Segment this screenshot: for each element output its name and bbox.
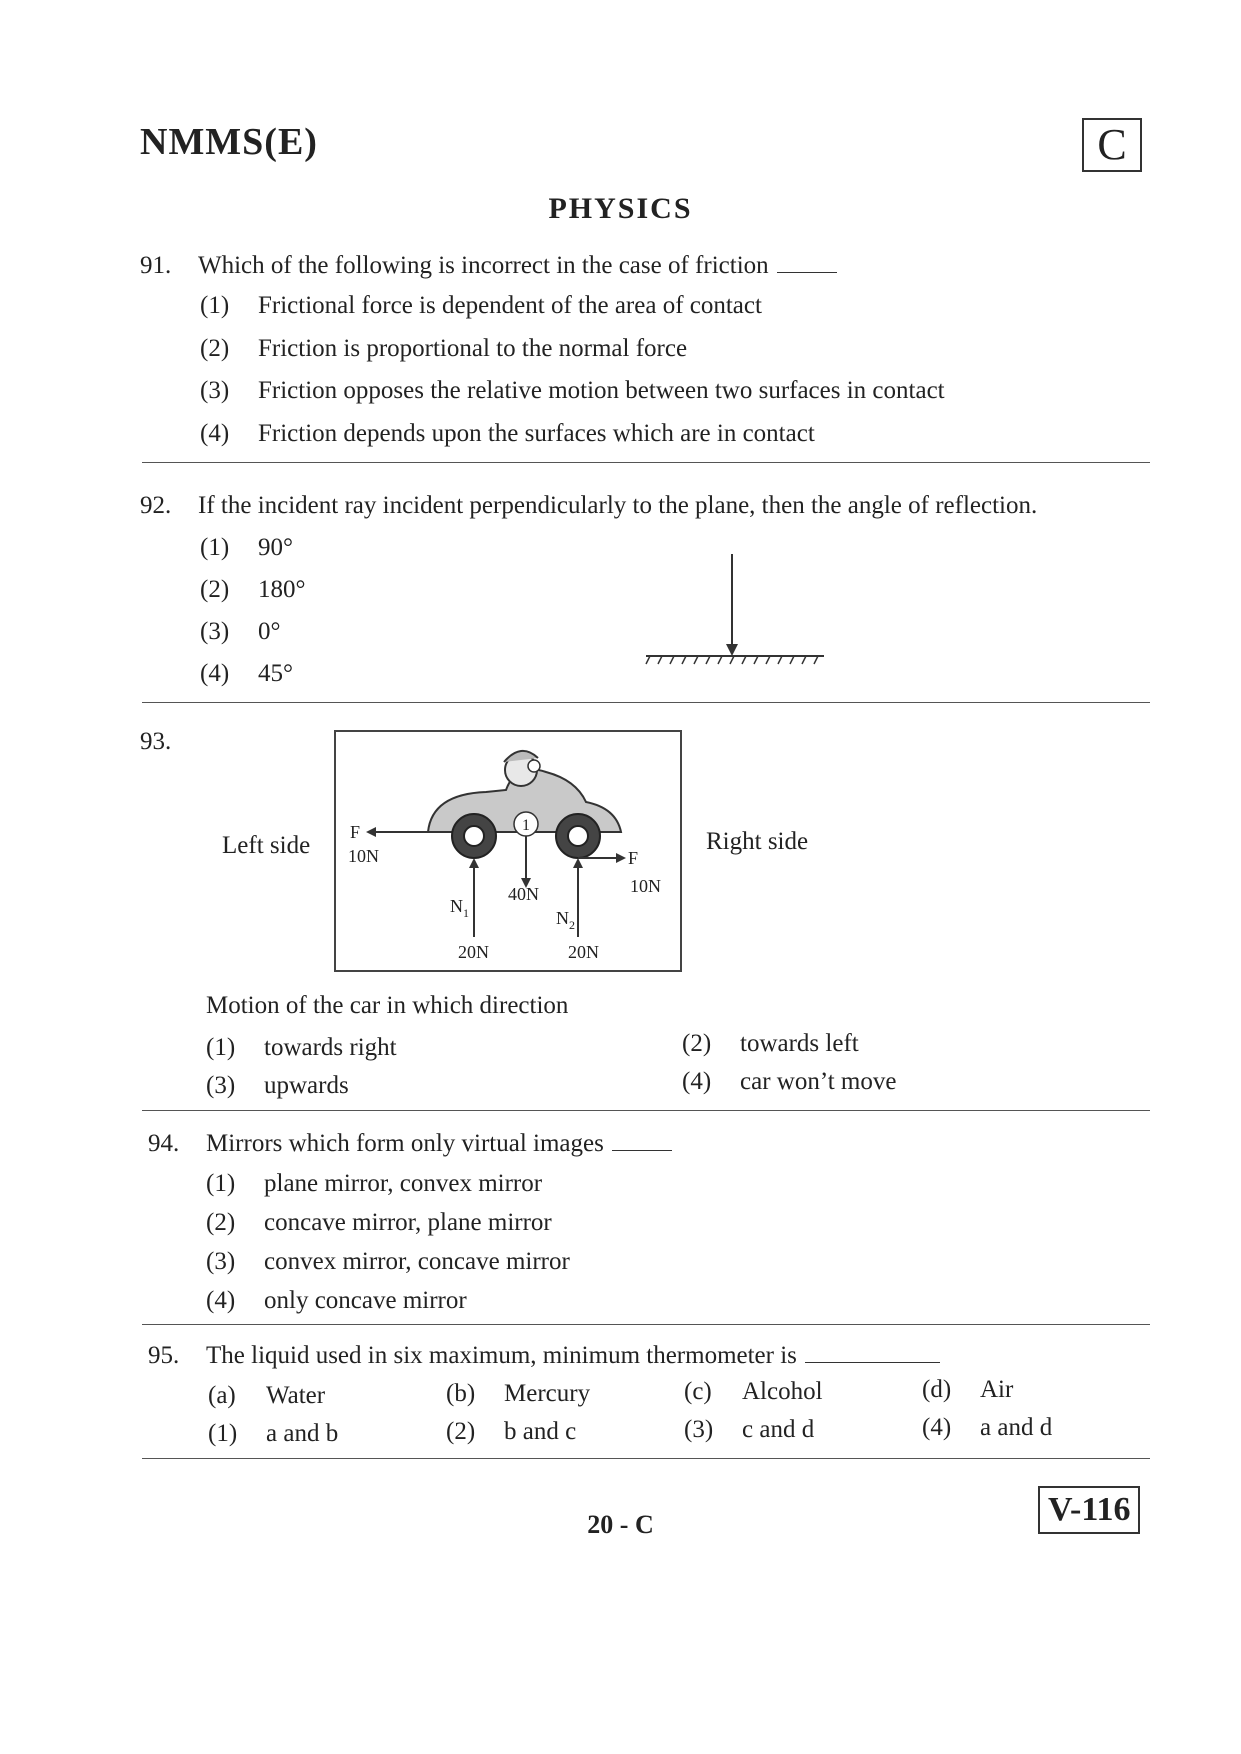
question-91 xyxy=(140,252,837,280)
q92-option-2: (2) 180° xyxy=(200,576,306,603)
q91-option-1: (1) Frictional force is dependent of the area of contact xyxy=(200,292,762,319)
q93-option-4: (4) car won’t move xyxy=(682,1068,897,1095)
n2-arrowhead-icon xyxy=(573,858,583,868)
answer-blank xyxy=(612,1150,672,1151)
right-arrowhead-icon xyxy=(616,853,626,863)
q92-option-1: (1) 90° xyxy=(200,534,293,561)
question-number: 91. xyxy=(140,252,172,279)
q95-option-3: (3) c and d xyxy=(684,1416,815,1443)
divider xyxy=(142,1110,1150,1111)
car-number-text: 1 xyxy=(522,817,530,834)
paper-code-box: C xyxy=(1082,118,1142,172)
question-text: Which of the following is incorrect in the case of friction xyxy=(198,252,769,279)
car-force-diagram xyxy=(334,730,682,972)
divider xyxy=(142,462,1150,463)
normal-force-2-value: 20N xyxy=(568,942,599,962)
q95-option-2: (2) b and c xyxy=(446,1418,577,1445)
question-95 xyxy=(148,1342,940,1370)
question-text: Mirrors which form only virtual images xyxy=(206,1130,604,1157)
q91-option-2: (2) Friction is proportional to the normal force xyxy=(200,335,688,362)
q95-item-c: (c) Alcohol xyxy=(684,1378,823,1405)
q95-item-a: (a) Water xyxy=(208,1382,326,1409)
right-force-value: 10N xyxy=(630,876,661,896)
left-arrowhead-icon xyxy=(366,827,376,837)
question-number: 94. xyxy=(148,1130,180,1157)
q93-option-2: (2) towards left xyxy=(682,1030,859,1057)
q92-option-4: (4) 45° xyxy=(200,660,293,687)
q94-option-1: (1) plane mirror, convex mirror xyxy=(206,1170,543,1197)
normal-force-1-label: $N_1$ xyxy=(450,896,469,920)
q94-option-3: (3) convex mirror, concave mirror xyxy=(206,1248,570,1275)
q95-option-4: (4) a and d xyxy=(922,1414,1053,1441)
q93-option-1: (1) towards right xyxy=(206,1034,397,1061)
q95-item-d: (d) Air xyxy=(922,1376,1014,1403)
question-94 xyxy=(148,1130,672,1158)
question-93-number: 93. xyxy=(140,728,172,755)
left-side-label: Left side xyxy=(222,832,311,859)
question-number: 95. xyxy=(148,1342,180,1369)
q94-option-2: (2) concave mirror, plane mirror xyxy=(206,1209,552,1236)
left-force-label: F xyxy=(350,822,361,842)
ray-arrowhead-icon xyxy=(726,644,738,656)
q95-option-1: (1) a and b xyxy=(208,1420,339,1447)
answer-blank xyxy=(777,272,837,273)
q92-option-3: (3) 0° xyxy=(200,618,281,645)
q94-option-4: (4) only concave mirror xyxy=(206,1287,467,1314)
question-text: The liquid used in six maximum, minimum thermometer is xyxy=(206,1342,797,1369)
normal-force-1-value: 20N xyxy=(458,942,489,962)
divider xyxy=(142,1458,1150,1459)
divider xyxy=(142,702,1150,703)
question-93-text: Motion of the car in which direction xyxy=(206,992,569,1019)
weight-value: 40N xyxy=(508,884,539,904)
question-number: 92. xyxy=(140,492,172,519)
right-side-label: Right side xyxy=(706,828,809,855)
driver-ear xyxy=(528,760,540,772)
left-force-value: 10N xyxy=(348,846,379,866)
subject-heading: PHYSICS xyxy=(548,192,693,225)
normal-force-2-label: $N_2$ xyxy=(556,908,575,932)
question-92 xyxy=(140,492,1037,520)
booklet-code-box: V-116 xyxy=(1038,1486,1140,1534)
answer-blank xyxy=(805,1362,940,1363)
car-diagram-svg xyxy=(336,732,680,970)
mirror-hatching xyxy=(646,656,818,664)
q91-option-4: (4) Friction depends upon the surfaces which are in contact xyxy=(200,420,815,447)
q93-option-3: (3) upwards xyxy=(206,1072,349,1099)
page-number: 20 - C xyxy=(587,1510,654,1539)
paper-title: NMMS(E) xyxy=(140,121,318,163)
q91-option-3: (3) Friction opposes the relative motion between two surfaces in contact xyxy=(200,377,945,404)
question-text: If the incident ray incident perpendicularly to the plane, then the angle of reflection. xyxy=(198,492,1038,519)
reflection-diagram xyxy=(640,550,830,670)
q95-item-b: (b) Mercury xyxy=(446,1380,591,1407)
n1-arrowhead-icon xyxy=(469,858,479,868)
right-force-label: F xyxy=(628,848,639,868)
divider xyxy=(142,1324,1150,1325)
